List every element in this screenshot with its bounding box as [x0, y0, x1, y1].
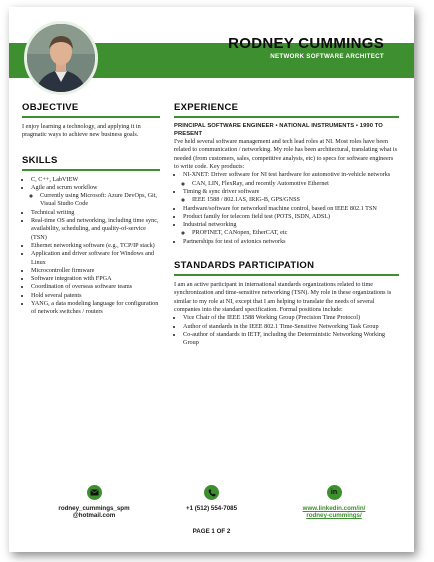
standards-text: I am an active participant in international standards organizations related to time synchronization and time-sensitive networking (TSN). My role in these organizations is similar to my role at NI, except that I am helping to translate the needs of several companies into the standard specification. Formal positions include: — [174, 281, 392, 313]
objective-text: I enjoy learning a technology, and applying it in pragmatic ways to achieve new business goals. — [22, 123, 141, 139]
list-item — [31, 300, 160, 317]
list-item — [31, 292, 160, 300]
list-item — [31, 217, 160, 242]
phone-icon — [204, 485, 219, 500]
standards-list — [174, 314, 399, 347]
phone-number[interactable]: +1 (512) 554-7085 — [185, 505, 238, 512]
objective-heading: OBJECTIVE — [22, 102, 160, 118]
skill-text: Application and driver software for Windows and Linux — [31, 250, 155, 266]
email-contact — [44, 485, 144, 520]
product-text: Hardware/software for networked machine control, based on IEEE 802.1 TSN — [183, 204, 377, 212]
list-item — [183, 238, 399, 246]
list-item — [183, 171, 399, 188]
email-line-1[interactable]: rodney_cummings_spm — [58, 505, 130, 512]
profile-photo — [24, 21, 98, 95]
list-item — [31, 250, 160, 267]
list-item — [31, 267, 160, 275]
list-item: • Vice Chair of the IEEE 1588 Working Group (Precision Time Protocol) — [183, 314, 399, 322]
envelope-icon — [87, 485, 102, 500]
right-column — [174, 102, 399, 347]
standards-heading: STANDARDS PARTICIPATION — [174, 260, 399, 276]
skills-heading: SKILLS — [22, 155, 160, 171]
skill-text: Ethernet networking software (e.g., TCP/IP stack) — [31, 241, 155, 249]
skill-text: C, C++, LabVIEW — [31, 175, 79, 183]
sub-list-item: ◦ Currently using Microsoft: Azure DevOps, Git, Visual Studio Code — [40, 192, 160, 209]
skill-text: Software integration with FPGA — [31, 275, 112, 283]
sub-list-item: ◦ CAN, LIN, FlexRay, and recently Automotive Ethernet — [192, 180, 399, 188]
list-item: • Author of standards in the IEEE 802.1 Time-Sensitive Networking Task Group — [183, 323, 399, 331]
linkedin-url-line-2[interactable]: rodney-cummings/ — [306, 512, 362, 520]
experience-text: I've held several software management and tech lead roles at NI. Most roles have been related to communication / networking. My role has been architectural, translating what is needed (from customers, sales, competitive analysis, etc) to specs for software engineers to write code. Key products: — [174, 138, 398, 171]
product-text: Partnerships for test of avionics networks — [183, 237, 286, 245]
email-line-2[interactable]: @hotmail.com — [72, 512, 116, 520]
resume-page — [9, 7, 414, 552]
sub-list-item: ◦ IEEE 1588 / 802.1AS, IRIG-B, GPS/GNSS — [192, 196, 399, 204]
product-text: NI-XNET: Driver software for NI test hardware for automotive in-vehicle networks — [183, 171, 391, 179]
product-text: Industrial networking — [183, 221, 237, 229]
list-item: • Co-author of standards in IETF, including the Deterministic Networking Working Group — [183, 331, 399, 348]
list-item — [31, 184, 160, 209]
product-text: Timing & sync driver software — [183, 187, 260, 195]
list-item — [31, 176, 160, 184]
list-item — [183, 188, 399, 205]
skill-text: Hold several patents — [31, 291, 82, 299]
linkedin-url-line-1[interactable]: www.linkedin.com/in/ — [302, 505, 366, 512]
experience-list — [174, 171, 399, 246]
skill-text: Agile and scrum workflow — [31, 183, 98, 191]
list-item — [31, 275, 160, 283]
skill-text: YANG, a data modeling language for configuration of network switches / routers — [31, 300, 159, 316]
candidate-name: RODNEY CUMMINGS — [228, 35, 384, 52]
list-item — [31, 242, 160, 250]
skill-text: Coordination of overseas software teams — [31, 283, 133, 291]
skill-text: Real-time OS and networking, including time sync, availability, scheduling, and quality-of-service (TSN) — [31, 217, 159, 241]
list-item — [183, 213, 399, 221]
sub-list-item: ◦ PROFINET, CANopen, EtherCAT, etc — [192, 229, 399, 237]
phone-contact — [159, 485, 264, 512]
experience-heading: EXPERIENCE — [174, 102, 399, 118]
candidate-title: NETWORK SOFTWARE ARCHITECT — [270, 53, 384, 60]
list-item — [183, 205, 399, 213]
list-item — [183, 221, 399, 238]
list-item — [31, 283, 160, 291]
product-text: Product family for telecom field test (POTS, ISDN, ADSL) — [183, 212, 331, 220]
skill-text: Microcontroller firmware — [31, 266, 95, 274]
page-number: PAGE 1 OF 2 — [192, 528, 231, 535]
linkedin-contact — [279, 485, 389, 520]
skills-list — [22, 176, 160, 317]
skill-text: Technical writing — [31, 208, 75, 216]
left-column — [22, 102, 160, 317]
list-item — [31, 209, 160, 217]
linkedin-icon: in — [327, 485, 342, 500]
job-role: PRINCIPAL SOFTWARE ENGINEER • NATIONAL INSTRUMENTS • 1990 TO PRESENT — [174, 123, 383, 137]
